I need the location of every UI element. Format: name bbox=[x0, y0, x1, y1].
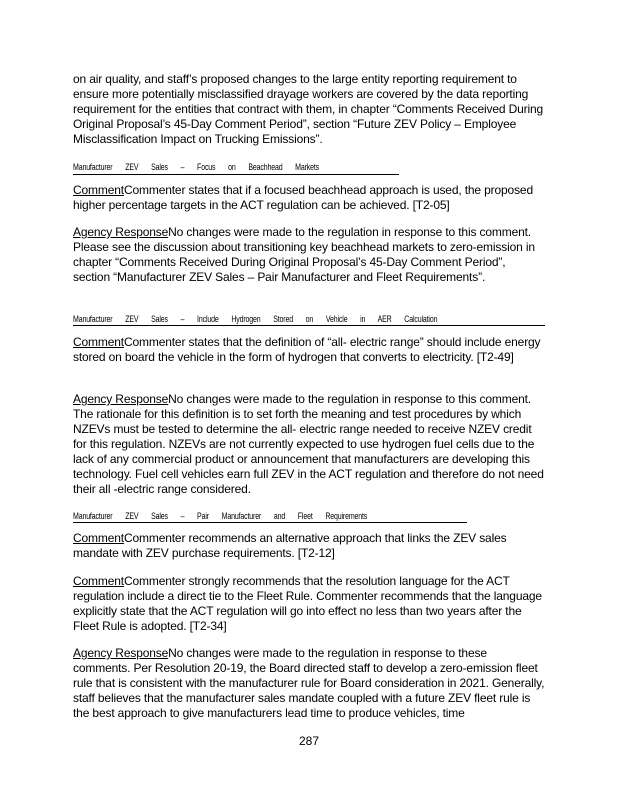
comment-text: Commenter strongly recommends that the resolution language for the ACT regulation include a direct tie to the Fleet Rule. Commenter recommends that the language explicitly state that the ACT regulation will go into effect no less than two years after the Fleet Rule is adopted. [T2-34] bbox=[73, 574, 542, 633]
comment-label: Comment bbox=[73, 335, 124, 349]
section-heading-pair-requirements: Manufacturer ZEV Sales – Pair Manufacturer and Fleet Requirements bbox=[73, 511, 368, 521]
comment-label: Comment bbox=[73, 574, 124, 588]
agency-response-text: No changes were made to the regulation in response to this comment. Please see the discussion about transitioning key beachhead markets to zero-emission in chapter “Comments Received During Original Proposal’s 45-Day Comment Period”, section “Manufacturer ZEV Sales – Pair Manufacturer and Fleet Requirements”. bbox=[73, 225, 535, 284]
comment-paragraph bbox=[73, 574, 545, 634]
comment-text: Commenter recommends an alternative approach that links the ZEV sales mandate with ZEV purchase requirements. [T2-12] bbox=[73, 531, 507, 560]
agency-response-label: Agency Response bbox=[73, 225, 169, 239]
page-number: 287 bbox=[298, 734, 320, 748]
section-rule bbox=[73, 522, 467, 523]
agency-response-paragraph bbox=[73, 225, 545, 285]
agency-response-paragraph bbox=[73, 646, 545, 721]
comment-text: Commenter states that the definition of “all- electric range” should include energy stored on board the vehicle in the form of hydrogen that converts to electricity. [T2-49] bbox=[73, 335, 541, 364]
agency-response-label: Agency Response bbox=[73, 392, 169, 406]
section-heading-hydrogen: Manufacturer ZEV Sales – Include Hydrogen Stored on Vehicle in AER Calculation bbox=[73, 314, 438, 324]
comment-text: Commenter states that if a focused beachhead approach is used, the proposed higher percentage targets in the ACT regulation can be achieved. [T2-05] bbox=[73, 183, 533, 212]
comment-paragraph bbox=[73, 183, 545, 213]
section-heading-beachhead: Manufacturer ZEV Sales – Focus on Beachhead Markets bbox=[73, 162, 320, 172]
section-rule bbox=[73, 325, 545, 326]
agency-response-label: Agency Response bbox=[73, 646, 169, 660]
agency-response-paragraph bbox=[73, 392, 545, 497]
comment-paragraph bbox=[73, 335, 545, 365]
comment-paragraph bbox=[73, 531, 545, 561]
comment-label: Comment bbox=[73, 183, 124, 197]
agency-response-text: No changes were made to the regulation in response to these comments. Per Resolution 20-19, the Board directed staff to develop a zero-emission fleet rule that is consistent with the manufacturer rule for Board consideration in 2021. Generally, staff believes that the manufacturer sales mandate coupled with a future ZEV fleet rule is the best approach to give manufacturers lead time to produce vehicles, time bbox=[73, 646, 545, 720]
agency-response-text: No changes were made to the regulation in response to this comment. The rationale for this definition is to set forth the meaning and test procedures by which NZEVs must be tested to determine the all- electric range needed to receive NZEV credit for this regulation. NZEVs are not currently expected to use hydrogen fuel cells due to the lack of any commercial product or announcement that manufacturers are developing this technology. Fuel cell vehicles earn full ZEV in the ACT regulation and therefore do not need their all -electric range considered. bbox=[73, 392, 544, 496]
comment-label: Comment bbox=[73, 531, 124, 545]
intro-paragraph: on air quality, and staff’s proposed changes to the large entity reporting requirement to ensure more potentially misclassified drayage workers are covered by the data reporting requirement for the entities that contract with them, in chapter “Comments Received During Original Proposal’s 45-Day Comment Period”, section “Future ZEV Policy – Employee Misclassification Impact on Trucking Emissions”. bbox=[73, 72, 544, 146]
section-rule bbox=[73, 174, 399, 175]
